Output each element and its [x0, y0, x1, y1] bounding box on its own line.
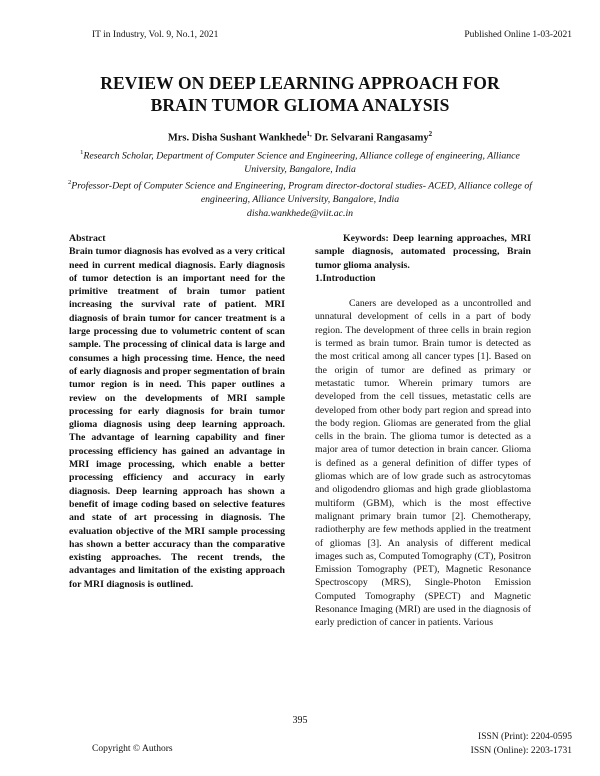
- left-column: [69, 232, 285, 591]
- affiliation-2-sup: 2: [68, 179, 72, 186]
- right-column: [315, 232, 531, 630]
- affiliation-2: [60, 176, 540, 221]
- affiliation-1-sup: 1: [80, 149, 84, 156]
- affiliation-1: [60, 146, 540, 177]
- affiliation-1-text: Research Scholar, Department of Computer Science and Engineering, Alliance college of engineering, Alliance University, Bangalore, India: [83, 150, 520, 176]
- copyright: Copyright © Authors: [92, 744, 173, 754]
- title-line-1: REVIEW ON DEEP LEARNING APPROACH FOR: [100, 73, 500, 93]
- paper-title: [0, 72, 600, 116]
- author-1: Mrs. Disha Sushant Wankhede: [167, 132, 307, 144]
- author-1-sup: 1,: [306, 130, 312, 138]
- abstract-heading: Abstract: [69, 233, 106, 244]
- journal-header: IT in Industry, Vol. 9, No.1, 2021: [92, 30, 219, 40]
- introduction-text: Caners are developed as a uncontrolled and unnatural development of cells in a part of body region. The development of three cells in brain region is termed as brain tumor. Brain tumor is detected as the most critical among all cancer types [1]. Based on the origin of tumor are defined as primary or metastatic tumor. Wherein primary tumors are developed from the cell tissues, metastatic cells are developed from other body part region and spread into the body region. Gliomas are generated from the glial cells in the brain. The glioma tumor is detected as a major area of tumor detection in brain cancer. Glioma is defined as a general definition of differ types of gliomas which are of low grade such as astrocytomas and oligodendro gliomas and high grade glioblastoma multiform (GBM), which is the most effective malignant primary brain tumor [2]. Chemotherapy, radiotherphy are few methods applied in the treatment of gliomas [3]. An analysis of different medical images such as, Computed Tomography (CT), Positron Emission Tomography (PET), Magnetic Resonance Spectroscopy (MRS), Single-Photon Emission Computed Tomography (SPECT) and Magnetic Resonance Imaging (MRI) are used in the diagnosis of early prediction of cancer in patients. Various: [315, 298, 531, 629]
- author-2: Dr. Selvarani Rangasamy: [311, 132, 429, 144]
- published-date: Published Online 1-03-2021: [464, 30, 572, 40]
- keywords: Keywords: Deep learning approaches, MRI sample diagnosis, automated processing, Brain tumor glioma analysis.: [315, 233, 531, 271]
- page-number: 395: [292, 715, 308, 726]
- author-email[interactable]: disha.wankhede@viit.ac.in: [246, 208, 354, 220]
- introduction-heading: 1.Introduction: [315, 272, 376, 284]
- title-line-2: BRAIN TUMOR GLIOMA ANALYSIS: [150, 95, 450, 115]
- author-list: [0, 130, 600, 144]
- author-2-sup: 2: [428, 130, 433, 138]
- issn-online: ISSN (Online): 2203-1731: [470, 746, 572, 756]
- abstract-text: Brain tumor diagnosis has evolved as a very critical need in current medical diagnosis. Early diagnosis of tumor detection is an important need for the primitive treatment of brain tumor patient increasing the survival rate of patient. MRI diagnosis of brain tumor for cancer treatment is a large processing due to volumetric content of scan sample. The processing of clinical data is large and consumes a high processing time. Hence, the need of early diagnosis and proper segmentation of brain tumor region is in need. This paper outlines a review on the developments of MRI sample processing for early diagnosis for brain tumor glioma diagnosis using deep learning approach. The advantage of learning capability and finer processing efficiency has gained an advantage in MRI image processing, which enable a better processing efficiency and accuracy in early diagnosis. Deep learning approach has shown a benefit of image coding based on selective features and state of art processing in diagnosis. The evaluation objective of the MRI sample processing has shown a better accuracy than the comparative existing approaches. The recent trends, the advantages and limitation of the existing approach for MRI diagnosis is outlined.: [69, 246, 286, 590]
- affiliation-2-text: Professor-Dept of Computer Science and Engineering, Program director-doctoral studies- ACED, Alliance college of engineering, Alliance University, Bangalore, India: [71, 180, 532, 206]
- issn-print: ISSN (Print): 2204-0595: [478, 732, 572, 742]
